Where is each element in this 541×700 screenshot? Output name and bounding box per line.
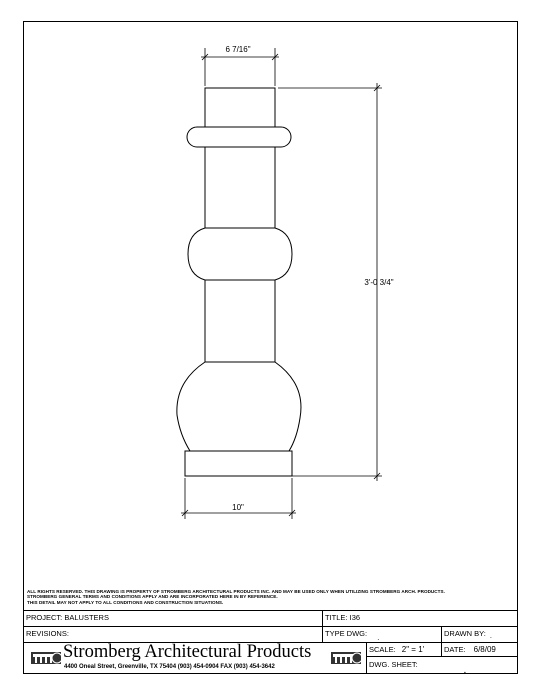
scale-field [369,645,425,654]
date-label: DATE: [444,645,466,654]
drawn-by-label: DRAWN BY: [444,629,486,638]
bottom-bulb [177,362,301,451]
date-field [444,645,496,654]
title-field [325,613,360,622]
height-label: 3'-0 3/4" [364,278,394,287]
company-address: 4400 Oneal Street, Greenville, TX 75404 (903) 454-0904 FAX (903) 454-3642 [64,664,275,670]
drawn-by-field [444,629,490,638]
disclaimer-line: STROMBERG GENERAL TERMS AND CONDITIONS APPLY AND ARE INCORPORATED HERE IN BY REFERENCE. [27,594,278,600]
top-shaft [205,88,275,132]
disclaimer-text [27,589,515,605]
middle-shaft [205,147,275,233]
base-block [185,451,292,476]
project-field [26,613,109,622]
project-value: BALUSTERS [64,613,109,622]
bottom-width-label: 10" [232,503,244,512]
company-block [33,642,333,672]
scale-label: SCALE: [369,645,396,654]
disclaimer-line: ALL RIGHTS RESERVED. THIS DRAWING IS PROPERTY OF STROMBERG ARCHITECTURAL PRODUCTS INC. AND MAY BE USED ONLY WHEN UTILIZING STROMBERG ARCH. PRODUCTS. [27,589,445,594]
baluster-profile [177,88,301,476]
title-value: I36 [349,613,361,622]
bottom-width-dimension [181,478,296,519]
project-label: PROJECT: [26,613,63,622]
lower-shaft [205,280,275,363]
type-dwg-label: TYPE DWG: [325,629,368,638]
company-logo-right-icon [331,648,361,666]
middle-bulb [188,228,292,280]
title-label: TITLE: [325,613,348,622]
drawn-by-value: . [489,631,492,640]
scale-value: 2" = 1' [401,645,425,654]
disclaimer-line: THIS DETAIL MAY NOT APPLY TO ALL CONDITIONS AND CONSTRUCTION SITUATIONS. [27,599,224,605]
company-name: Stromberg Architectural Products [63,642,312,662]
type-dwg-field [325,629,380,642]
ring-collar [187,127,291,147]
dwg-sheet-value: . [463,666,466,675]
dwg-sheet-label: DWG. SHEET: [369,660,418,669]
revisions-label: REVISIONS: [26,629,69,638]
type-dwg-value: . [377,633,380,642]
dwg-sheet-field [369,660,466,675]
date-value: 6/8/09 [473,645,496,654]
top-width-label: 6 7/16" [225,45,251,54]
